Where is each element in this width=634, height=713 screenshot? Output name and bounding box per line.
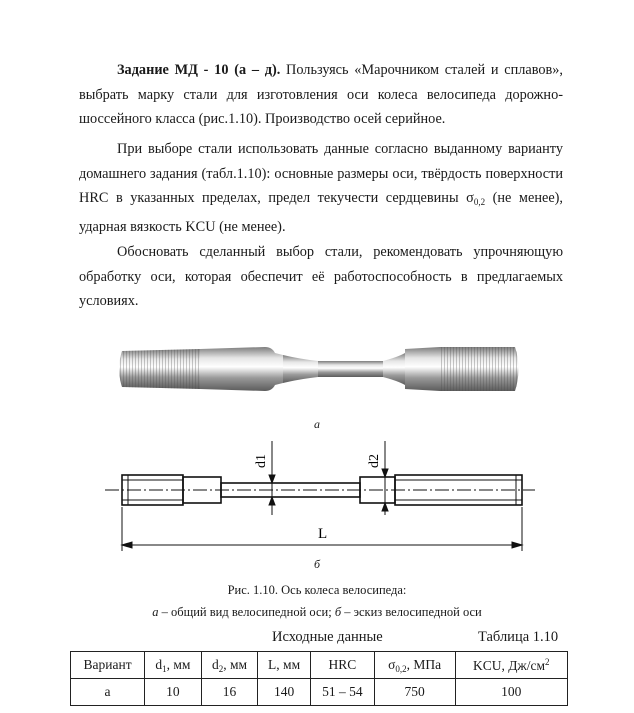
assignment-paragraph-1: [79, 58, 563, 132]
header-variant: Вариант: [71, 652, 145, 679]
p2-text-a: При выборе стали использовать данные согласно выданному варианту домашнего задания (табл.1.10): основные размеры оси, твёрдость поверхности HRC в указанных пределах, предел текучести сердцевины σ: [79, 141, 563, 206]
header-KCU: KCU, $Дж/см^2$: [455, 652, 567, 679]
dimension-d1: [269, 441, 275, 515]
p2-text-b: (не менее), ударная вязкость KCU (не менее).: [79, 190, 563, 235]
axle-photo-body: [119, 347, 519, 391]
cell-sigma: 750: [374, 679, 455, 706]
table-title: Таблица 1.10: [478, 629, 559, 645]
figure-label-a: а: [314, 417, 320, 431]
header-L: L, мм: [258, 652, 311, 679]
caption-a-text: – общий вид велосипедной оси;: [158, 605, 335, 619]
p3-text: Обосновать сделанный выбор стали, рекомендовать упрочняющую обработку оси, которая обеспечит её работоспособность в предлагаемых условиях.: [79, 244, 563, 309]
header-HRC: HRC: [310, 652, 374, 679]
cell-variant: а: [71, 679, 145, 706]
header-d1: $d_1$, мм: [145, 652, 202, 679]
dim-L-label: L: [318, 526, 328, 542]
dimension-d2: [382, 441, 388, 515]
assignment-title: Задание МД - 10 (а – д).: [117, 62, 281, 78]
cell-d2: 16: [201, 679, 258, 706]
caption-b-label: б: [334, 605, 342, 619]
axle-sketch: [0, 435, 634, 557]
assignment-line-1: Пользуясь «Марочником сталей и сплавов», выбрать марку стали для изготовления оси колеса велосипеда дорожно-шоссейного класса (рис.1.10). Производство осей серийное.: [79, 62, 564, 127]
table-header-row: [71, 652, 568, 679]
figure-label-b: б: [313, 557, 321, 571]
cell-HRC: 51 – 54: [310, 679, 374, 706]
cell-d1: 10: [145, 679, 202, 706]
header-sigma: $\sigma_{0,2}$, МПа: [374, 652, 455, 679]
p2-sigma-sub: 0,2: [473, 197, 486, 207]
table-heading: Исходные данные: [272, 629, 383, 645]
caption-b-text: – эскиз велосипедной оси: [341, 605, 482, 619]
figure-caption-line-1: Рис. 1.10. Ось колеса велосипеда:: [227, 583, 407, 597]
source-data-table: [70, 651, 568, 706]
dim-d2-label: d2: [367, 454, 382, 468]
header-d2: $d_2$, мм: [201, 652, 258, 679]
assignment-paragraph-3: [79, 240, 563, 314]
cell-L: 140: [258, 679, 311, 706]
figure-caption-line-2: [0, 605, 634, 620]
dim-d1-label: d1: [254, 454, 269, 468]
table-row: [71, 679, 568, 706]
caption-a-label: а: [152, 605, 159, 619]
axle-photo: [0, 325, 634, 415]
cell-KCU: 100: [455, 679, 567, 706]
assignment-paragraph-2: [79, 137, 563, 239]
